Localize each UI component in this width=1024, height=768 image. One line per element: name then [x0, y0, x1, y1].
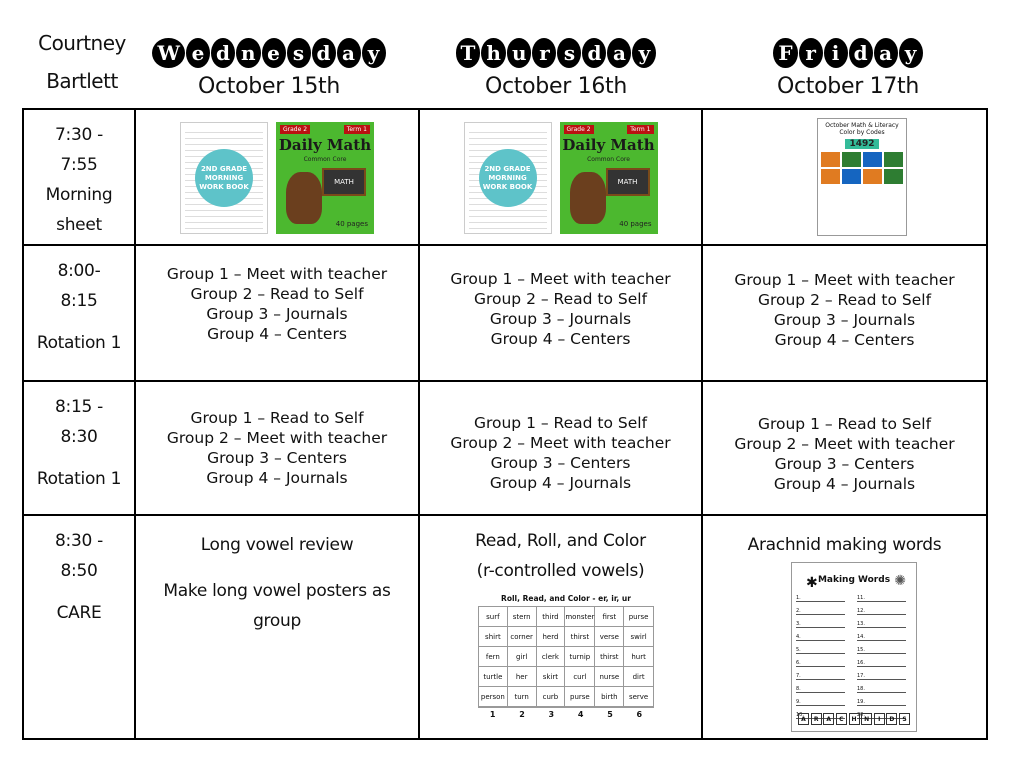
day-letter: n: [236, 38, 261, 68]
dm-grade: Grade 2: [564, 125, 594, 134]
day-letter: s: [287, 38, 311, 68]
mw-answer-line: 2.: [796, 602, 845, 615]
rrc-word-cell: dirt: [624, 667, 653, 687]
time-line: 8:30 -: [55, 531, 103, 551]
morning-work-book-image: [464, 122, 552, 234]
hedgehog-icon: [286, 172, 322, 224]
mw-answer-line: 17.: [857, 667, 906, 680]
rrc-word-cell: purse: [565, 687, 595, 707]
day-letter: r: [799, 38, 823, 68]
rrc-word-cell: purse: [624, 607, 653, 627]
day-letter: s: [557, 38, 581, 68]
fri-rotation-a-cell: [703, 246, 986, 382]
wed-rotation-a-cell: [136, 246, 420, 382]
mw-letter-tile: C: [836, 713, 847, 725]
mw-answer-line: 19.: [857, 693, 906, 706]
chalkboard: MATH: [606, 168, 650, 196]
rrc-word-cell: her: [508, 667, 537, 687]
workbook-title: 2ND GRADE MORNING WORK BOOK: [195, 149, 253, 207]
group-line: Group 1 – Meet with teacher: [734, 271, 955, 289]
time-cell-rotation-a: [24, 246, 136, 382]
mw-answer-line: 1.: [796, 589, 845, 602]
day-letter: a: [874, 38, 898, 68]
time-cell-care: [24, 516, 136, 738]
dm-sub: Common Core: [303, 156, 347, 163]
rrc-word-cell: person: [479, 687, 508, 707]
rrc-word-cell: serve: [624, 687, 653, 707]
mw-letter-tiles: [798, 713, 910, 725]
group-line: Group 1 – Meet with teacher: [450, 270, 671, 288]
rrc-word-cell: turtle: [479, 667, 508, 687]
time-line: Morning: [45, 185, 113, 205]
day-letter: r: [532, 38, 556, 68]
spider-web-icon: ✺: [894, 573, 906, 589]
rrc-column-number: 2: [519, 710, 525, 719]
day-letter: a: [607, 38, 631, 68]
time-label: Rotation 1: [36, 333, 122, 353]
fri-morning-cell: [703, 110, 986, 246]
rrc-word-grid: [478, 606, 654, 708]
time-line: sheet: [56, 215, 102, 235]
rrc-word-cell: turnip: [565, 647, 595, 667]
thu-rotation-a-cell: [420, 246, 703, 382]
time-line: 8:15: [60, 291, 98, 311]
care-activity: Long vowel review: [200, 535, 354, 555]
cbc-year: 1492: [845, 139, 879, 149]
rrc-word-cell: monster: [565, 607, 595, 627]
day-letter: y: [632, 38, 656, 68]
day-letter: a: [337, 38, 361, 68]
group-line: Group 3 – Centers: [207, 449, 347, 467]
mw-answer-line: 5.: [796, 641, 845, 654]
time-line: 8:30: [60, 427, 98, 447]
mw-answer-line: 20.: [857, 706, 906, 719]
mw-answer-line: 12.: [857, 602, 906, 615]
rrc-column-number: 6: [636, 710, 643, 719]
care-activity-detail: (r-controlled vowels): [476, 561, 645, 581]
rrc-word-cell: curb: [537, 687, 566, 707]
day-header-wednesday: [142, 38, 396, 99]
day-letter: u: [507, 38, 532, 68]
day-name: [730, 38, 966, 68]
rrc-word-cell: curl: [565, 667, 595, 687]
care-activity-detail: Make long vowel posters as group: [163, 581, 391, 631]
mw-answer-lines: [796, 589, 912, 719]
rrc-word-cell: swirl: [624, 627, 653, 647]
time-cell-rotation-b: [24, 382, 136, 516]
chalkboard: MATH: [322, 168, 366, 196]
day-date: October 17th: [777, 74, 919, 99]
mw-answer-line: 7.: [796, 667, 845, 680]
mw-answer-line: 15.: [857, 641, 906, 654]
group-line: Group 3 – Journals: [773, 311, 916, 329]
group-line: Group 4 – Centers: [774, 331, 915, 349]
dm-title: Daily Math: [562, 136, 655, 154]
mw-letter-tile: H: [849, 713, 860, 725]
rrc-word-cell: nurse: [595, 667, 624, 687]
rrc-word-cell: clerk: [537, 647, 566, 667]
dm-term: Term 1: [344, 125, 370, 134]
mw-answer-line: 16.: [857, 654, 906, 667]
mw-answer-line: 9.: [796, 693, 845, 706]
day-letter: W: [152, 38, 184, 68]
mw-answer-line: 18.: [857, 680, 906, 693]
rrc-word-cell: skirt: [537, 667, 566, 687]
day-letter: y: [362, 38, 386, 68]
care-activity: Arachnid making words: [747, 535, 942, 555]
mw-answer-line: 13.: [857, 615, 906, 628]
mw-answer-line: 8.: [796, 680, 845, 693]
group-line: Group 3 – Centers: [490, 454, 631, 472]
mw-title: Making Words: [817, 575, 891, 585]
dm-pages: 40 pages: [619, 220, 652, 228]
rrc-column-number: 4: [577, 710, 584, 719]
fri-care-cell: [703, 516, 986, 738]
read-roll-color-image: [478, 594, 654, 719]
time-line: 7:55: [60, 155, 98, 175]
time-cell-morning: [24, 110, 136, 246]
mw-answer-line: 4.: [796, 628, 845, 641]
time-line: 8:00-: [57, 261, 101, 281]
mw-letter-tile: I: [874, 713, 885, 725]
making-words-image: [791, 562, 917, 732]
rrc-word-cell: thirst: [595, 647, 624, 667]
group-line: Group 1 – Read to Self: [190, 409, 364, 427]
mw-answer-line: 6.: [796, 654, 845, 667]
wed-morning-cell: [136, 110, 420, 246]
rrc-word-cell: girl: [508, 647, 537, 667]
morning-work-book-image: [180, 122, 268, 234]
day-date: October 15th: [198, 74, 340, 99]
dm-sub: Common Core: [587, 156, 630, 163]
rrc-word-cell: corner: [508, 627, 537, 647]
day-date: October 16th: [485, 74, 627, 99]
group-line: Group 4 – Centers: [490, 330, 631, 348]
time-line: 7:30 -: [55, 125, 103, 145]
group-line: Group 2 – Meet with teacher: [450, 434, 671, 452]
group-line: Group 4 – Journals: [206, 469, 348, 487]
day-header-friday: [730, 38, 966, 99]
rrc-word-cell: shirt: [479, 627, 508, 647]
day-letter: d: [211, 38, 235, 68]
day-letter: y: [899, 38, 923, 68]
day-name: [142, 38, 396, 68]
time-line: 8:50: [60, 561, 98, 581]
wed-care-cell: [136, 516, 420, 738]
color-by-code-image: [817, 118, 907, 236]
time-label: CARE: [56, 603, 102, 623]
mw-answer-line: 14.: [857, 628, 906, 641]
group-line: Group 1 – Read to Self: [473, 414, 648, 432]
group-line: Group 3 – Journals: [489, 310, 632, 328]
rrc-column-number: 3: [548, 710, 555, 719]
group-line: Group 2 – Read to Self: [757, 291, 932, 309]
group-line: Group 4 – Journals: [489, 474, 632, 492]
rrc-word-cell: first: [595, 607, 624, 627]
hedgehog-icon: [570, 172, 606, 224]
fri-rotation-b-cell: [703, 382, 986, 516]
mw-answer-line: 3.: [796, 615, 845, 628]
rrc-word-cell: birth: [595, 687, 624, 707]
mw-letter-tile: A: [798, 713, 809, 725]
day-name: [440, 38, 672, 68]
workbook-title: 2ND GRADE MORNING WORK BOOK: [479, 149, 537, 207]
mw-answer-line: 11.: [857, 589, 906, 602]
rrc-column-number: 5: [607, 710, 613, 719]
mw-letter-tile: R: [811, 713, 822, 725]
cbc-title: October Math & Literacy Color by Codes: [825, 122, 899, 136]
group-line: Group 2 – Read to Self: [190, 285, 364, 303]
day-letter: i: [824, 38, 848, 68]
group-line: Group 3 – Centers: [774, 455, 915, 473]
thu-morning-cell: [420, 110, 703, 246]
spider-icon: ✱: [806, 575, 818, 591]
group-line: Group 1 – Read to Self: [757, 415, 932, 433]
author-first: Courtney: [38, 31, 126, 55]
time-label: Rotation 1: [36, 469, 122, 489]
time-line: 8:15 -: [55, 397, 103, 417]
rrc-word-cell: thirst: [565, 627, 595, 647]
rrc-title: Roll, Read, and Color - er, ir, ur: [501, 594, 631, 603]
rrc-column-number: 1: [489, 710, 496, 719]
group-line: Group 4 – Centers: [207, 325, 347, 343]
dm-pages: 40 pages: [335, 220, 368, 228]
rrc-numbers: [478, 710, 654, 719]
day-header-thursday: [440, 38, 672, 99]
care-activity: Read, Roll, and Color: [475, 531, 646, 551]
mw-letter-tile: S: [899, 713, 910, 725]
day-letter: e: [262, 38, 286, 68]
dm-term: Term 1: [627, 125, 653, 134]
rrc-word-cell: stern: [508, 607, 537, 627]
group-line: Group 4 – Journals: [773, 475, 916, 493]
dm-grade: Grade 2: [280, 125, 310, 134]
group-line: Group 2 – Meet with teacher: [734, 435, 955, 453]
daily-math-image: [560, 122, 658, 234]
rrc-word-cell: turn: [508, 687, 537, 707]
wed-rotation-b-cell: [136, 382, 420, 516]
day-letter: d: [582, 38, 606, 68]
day-letter: e: [186, 38, 210, 68]
rrc-word-cell: hurt: [624, 647, 653, 667]
daily-math-image: [276, 122, 374, 234]
day-letter: d: [312, 38, 336, 68]
day-letter: F: [773, 38, 797, 68]
group-line: Group 2 – Meet with teacher: [166, 429, 388, 447]
day-letter: d: [849, 38, 873, 68]
mw-letter-tile: A: [823, 713, 834, 725]
thu-care-cell: [420, 516, 703, 738]
rrc-word-cell: fern: [479, 647, 508, 667]
group-line: Group 3 – Journals: [206, 305, 348, 323]
rrc-word-cell: verse: [595, 627, 624, 647]
mw-letter-tile: D: [886, 713, 897, 725]
mw-answer-line: 10.: [796, 706, 845, 719]
schedule-table: [22, 108, 988, 740]
group-line: Group 1 – Meet with teacher: [166, 265, 388, 283]
rrc-word-cell: herd: [537, 627, 566, 647]
dm-title: Daily Math: [278, 136, 372, 154]
author-name: [22, 24, 142, 100]
rrc-word-cell: surf: [479, 607, 508, 627]
author-last: Bartlett: [46, 69, 118, 93]
day-letter: T: [456, 38, 481, 68]
rrc-word-cell: third: [537, 607, 566, 627]
thu-rotation-b-cell: [420, 382, 703, 516]
cbc-thumbnails: [821, 152, 903, 184]
group-line: Group 2 – Read to Self: [473, 290, 648, 308]
day-letter: h: [481, 38, 506, 68]
mw-letter-tile: N: [861, 713, 872, 725]
